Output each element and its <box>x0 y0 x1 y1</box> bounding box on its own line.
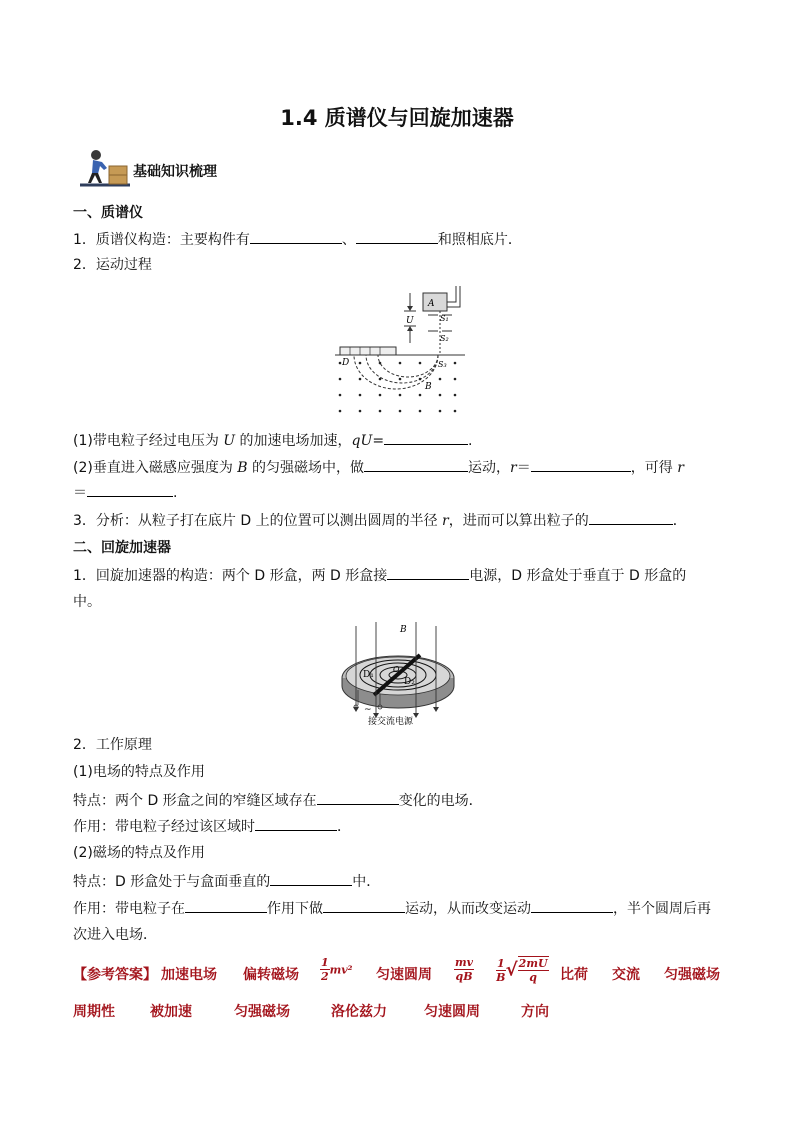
text-line: 1．回旋加速器的构造：两个 D 形盒，两 D 形盒接 电源，D 形盒处于垂直于 D 形盒的 <box>73 565 686 586</box>
label-B: B <box>400 625 407 635</box>
label-A: A <box>428 299 435 309</box>
text-line: 1．质谱仪构造：主要构件有 、 和照相底片． <box>73 229 522 250</box>
text-line: 作用：带电粒子经过该区域时 ． <box>73 816 351 837</box>
answer-item: 洛伦兹力 <box>331 1004 387 1020</box>
label-S2: S₂ <box>440 334 449 343</box>
label-S3: S₃ <box>438 360 447 369</box>
answer-item: 匀速圆周 <box>376 967 432 983</box>
figure-caption: 接交流电源 <box>368 717 414 727</box>
text-line: 3．分析：从粒子打在底片 D 上的位置可以测出圆周的半径 r，进而可以算出粒子的 ． <box>73 510 687 531</box>
text-line: (1)电场的特点及作用 <box>73 764 205 780</box>
section-heading: 二、回旋加速器 <box>73 540 171 556</box>
answer-formula: $\frac{1}{B}$ √ $\frac{2mU}{q}$ <box>496 956 548 984</box>
text-line: 次进入电场． <box>73 927 157 943</box>
label-B: B <box>425 382 432 392</box>
text-line: (2)磁场的特点及作用 <box>73 845 205 861</box>
label-O: O <box>393 665 400 674</box>
answer-item: 比荷 <box>560 967 588 983</box>
answer-item: 偏转磁场 <box>243 967 299 983</box>
cyclotron-diagram <box>336 620 460 730</box>
answer-item: 匀强磁场 <box>664 967 720 983</box>
text-line: (1)带电粒子经过电压为 U 的加速电场加速，qU= . <box>73 430 473 451</box>
text-line: 2．工作原理 <box>73 737 152 753</box>
text-line: 作用：带电粒子在 作用下做 运动，从而改变运动 ，半个圆周后再 <box>73 898 711 919</box>
label-D1: D₁ <box>363 670 374 680</box>
answer-item: 加速电场 <box>161 967 217 983</box>
label-D2: D₂ <box>404 677 415 687</box>
student-pushing-box-icon <box>80 148 130 188</box>
label-tilde: ~ <box>364 705 372 715</box>
text-line: 特点：两个 D 形盒之间的窄缝区域存在 变化的电场． <box>73 790 483 811</box>
label-S1: S₁ <box>440 314 449 323</box>
answer-formula: $\frac{1}{2}$ mv² <box>321 956 353 983</box>
answer-item: 被加速 <box>150 1004 192 1020</box>
answer-item: 匀强磁场 <box>234 1004 290 1020</box>
banner-label: 基础知识梳理 <box>133 164 217 180</box>
page-title: 1.4 质谱仪与回旋加速器 <box>280 106 514 130</box>
answer-item: 交流 <box>612 967 640 983</box>
text-line: (2)垂直进入磁感应强度为 B 的匀强磁场中，做 运动，r＝ ，可得 r <box>73 457 684 478</box>
answers-label: 【参考答案】 <box>73 967 157 983</box>
label-D: D <box>342 358 350 368</box>
answer-item: 匀速圆周 <box>424 1004 480 1020</box>
answer-item: 周期性 <box>73 1004 115 1020</box>
text-line: ＝ . <box>73 482 177 503</box>
label-U: U <box>406 316 414 326</box>
answer-formula: $\frac{mv}{qB}$ <box>455 956 474 983</box>
text-line: 中。 <box>73 594 101 610</box>
text-line: 2．运动过程 <box>73 257 152 273</box>
section-heading: 一、质谱仪 <box>73 205 143 221</box>
section-banner <box>80 148 260 188</box>
mass-spectrometer-diagram <box>330 283 470 418</box>
answer-item: 方向 <box>521 1004 549 1020</box>
text-line: 特点：D 形盒处于与盒面垂直的 中． <box>73 871 380 892</box>
